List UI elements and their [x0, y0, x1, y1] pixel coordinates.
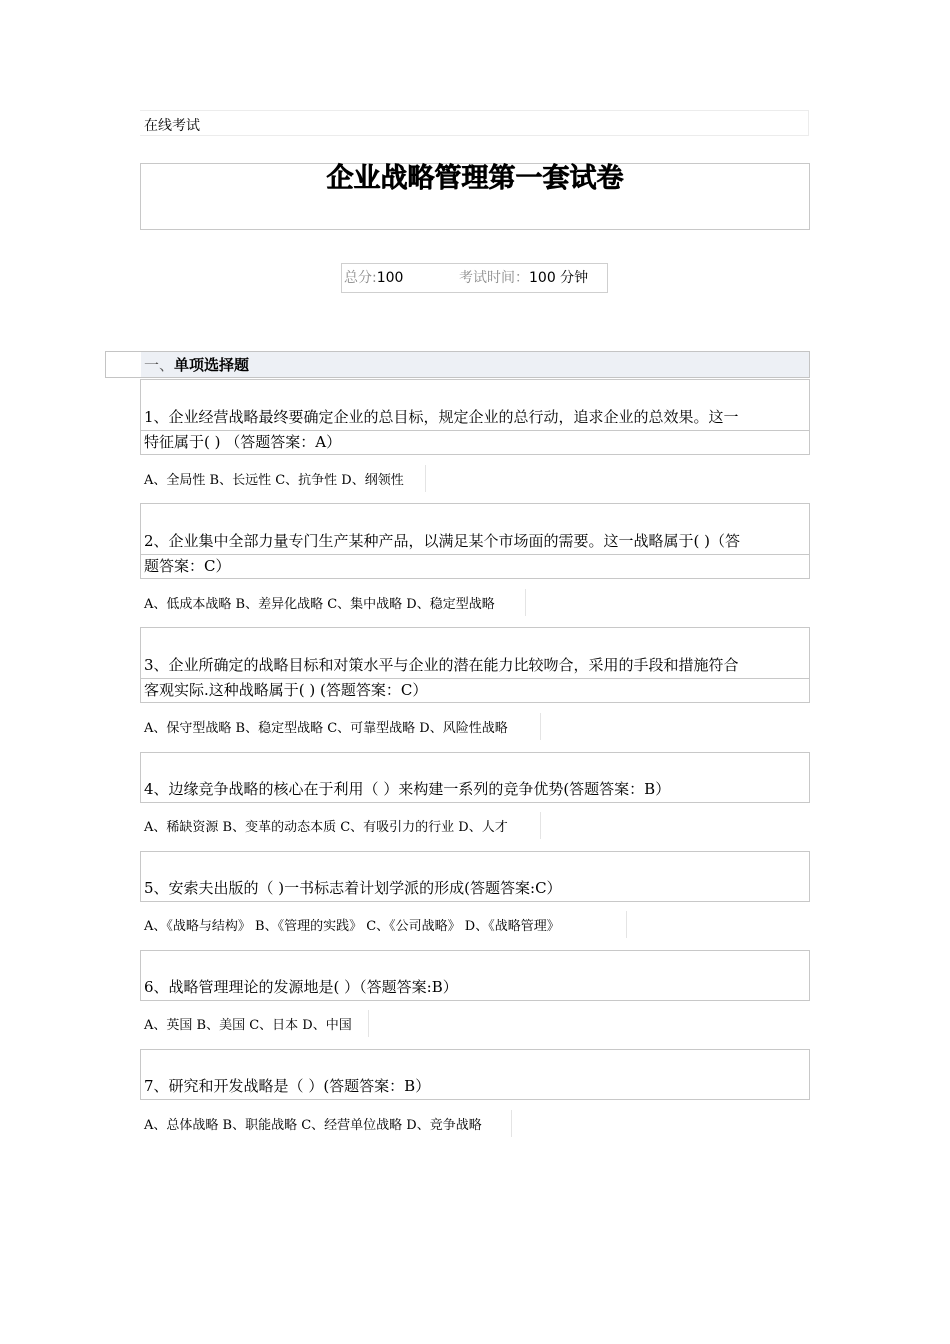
- question-1-text-cont: 特征属于( ) （答题答案：A）: [144, 433, 342, 451]
- question-7-text: 7、研究和开发战略是（ ）(答题答案：B）: [144, 1077, 431, 1095]
- section-header: [141, 351, 810, 378]
- question-3-text: 3、企业所确定的战略目标和对策水平与企业的潜在能力比较吻合，采用的手段和措施符合: [144, 656, 739, 674]
- total-score: [344, 264, 403, 292]
- section-prefix: 一、: [144, 356, 175, 374]
- question-6-options: A、英国 B、美国 C、日本 D、中国: [140, 1010, 369, 1037]
- question-2-text-cont: 题答案：C）: [144, 557, 231, 575]
- question-2-options: A、低成本战略 B、差异化战略 C、集中战略 D、稳定型战略: [140, 589, 526, 616]
- question-7-options: A、总体战略 B、职能战略 C、经营单位战略 D、竞争战略: [140, 1110, 512, 1137]
- question-5-text: 5、安索夫出版的（ )一书标志着计划学派的形成(答题答案:C）: [144, 879, 562, 897]
- question-3-options: A、保守型战略 B、稳定型战略 C、可靠型战略 D、风险性战略: [140, 713, 541, 740]
- question-1-text: 1、企业经营战略最终要确定企业的总目标，规定企业的总行动，追求企业的总效果。这一: [144, 408, 739, 426]
- exam-title: 企业战略管理第一套试卷: [326, 163, 624, 194]
- question-5-options: A、《战略与结构》 B、《管理的实践》 C、《公司战略》 D、《战略管理》: [140, 911, 627, 938]
- question-7: [140, 1049, 810, 1100]
- question-1: [140, 379, 810, 455]
- question-4-text: 4、边缘竞争战略的核心在于利用（ ）来构建一系列的竞争优势(答题答案：B）: [144, 780, 671, 798]
- question-5: [140, 851, 810, 902]
- exam-info-box: [341, 263, 608, 293]
- question-6: [140, 950, 810, 1001]
- question-3: [140, 627, 810, 703]
- question-2-text: 2、企业集中全部力量专门生产某种产品，以满足某个市场面的需要。这一战略属于( )（答: [144, 532, 741, 550]
- exam-title-box: [140, 163, 810, 230]
- question-1-options: A、全局性 B、长远性 C、抗争性 D、纲领性: [140, 465, 426, 492]
- site-header-label: 在线考试: [140, 110, 809, 136]
- section-title: 单项选择题: [174, 356, 250, 374]
- question-4: [140, 752, 810, 803]
- exam-time-value: 100 分钟: [529, 270, 589, 286]
- question-6-text: 6、战略管理理论的发源地是( ）（答题答案:B）: [144, 978, 458, 996]
- question-2: [140, 503, 810, 579]
- exam-time: [459, 264, 588, 292]
- total-score-label: 总分:: [344, 270, 377, 286]
- section-marker: [105, 351, 142, 378]
- question-4-options: A、稀缺资源 B、变革的动态本质 C、有吸引力的行业 D、人才: [140, 812, 541, 839]
- question-3-text-cont: 客观实际.这种战略属于( ) (答题答案：C）: [144, 681, 428, 699]
- exam-time-label: 考试时间：: [459, 270, 529, 286]
- total-score-value: 100: [376, 270, 404, 286]
